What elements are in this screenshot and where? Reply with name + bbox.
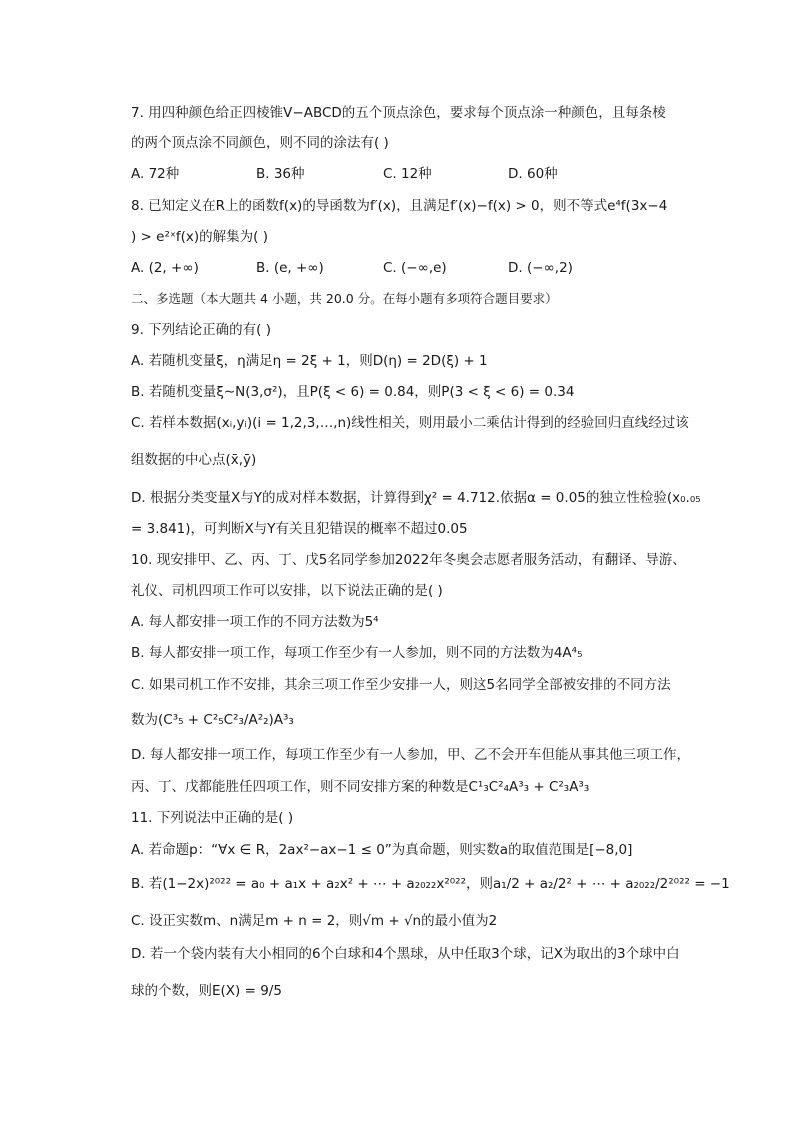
q9-option-c-line2: 组数据的中心点(x̄,ȳ) (131, 452, 257, 468)
q10-option-c-line1: C. 如果司机工作不安排，其余三项工作至少安排一人，则这5名同学全部被安排的不同方法 (131, 677, 671, 693)
q7-stem-line1: 7. 用四种颜色给正四棱锥V−ABCD的五个顶点涂色，要求每个顶点涂一种颜色，且每条棱 (131, 105, 666, 121)
q9-option-b: B. 若随机变量ξ∼N(3,σ²)，且P(ξ < 6) = 0.84，则P(3 < ξ < 6) = 0.34 (131, 384, 575, 400)
q11-option-d-line1: D. 若一个袋内装有大小相同的6个白球和4个黑球，从中任取3个球，记X为取出的3个球中白 (131, 946, 680, 962)
q10-option-d-line1: D. 每人都安排一项工作，每项工作至少有一人参加，甲、乙不会开车但能从事其他三项工作， (131, 747, 690, 763)
q9-option-d-line2: = 3.841)，可判断X与Y有关且犯错误的概率不超过0.05 (131, 521, 468, 537)
q11-option-d-line2: 球的个数，则E(X) = 9/5 (131, 983, 282, 999)
q10-stem-line2: 礼仪、司机四项工作可以安排，以下说法正确的是( ) (131, 583, 443, 599)
q10-option-c-line2: 数为(C³₅ + C²₅C²₃/A²₂)A³₃ (131, 712, 294, 728)
q11-option-c: C. 设正实数m、n满足m + n = 2，则√m + √n的最小值为2 (131, 913, 498, 929)
q7-stem-line2: 的两个顶点涂不同颜色，则不同的涂法有( ) (131, 135, 389, 151)
q8-option-b: B. (e, +∞) (256, 260, 324, 276)
q10-option-b: B. 每人都安排一项工作，每项工作至少有一人参加，则不同的方法数为4A⁴₅ (131, 645, 583, 661)
q10-option-a: A. 每人都安排一项工作的不同方法数为5⁴ (131, 614, 379, 630)
q11-stem: 11. 下列说法中正确的是( ) (131, 810, 294, 826)
q9-stem: 9. 下列结论正确的有( ) (131, 322, 271, 338)
q7-option-d: D. 60种 (508, 166, 558, 182)
q7-option-a: A. 72种 (131, 166, 180, 182)
section-heading-multiple-choice: 二、多选题（本大题共 4 小题，共 20.0 分。在每小题有多项符合题目要求） (131, 291, 558, 306)
q9-option-a: A. 若随机变量ξ，η满足η = 2ξ + 1，则D(η) = 2D(ξ) + 1 (131, 353, 488, 369)
q10-stem-line1: 10. 现安排甲、乙、丙、丁、戊5名同学参加2022年冬奥会志愿者服务活动，有翻译、导游、 (131, 552, 686, 568)
q8-option-a: A. (2, +∞) (131, 260, 199, 276)
q8-option-c: C. (−∞,e) (383, 260, 447, 276)
q7-option-b: B. 36种 (256, 166, 305, 182)
q8-stem-line1: 8. 已知定义在R上的函数f(x)的导函数为f′(x)，且满足f′(x)−f(x) > 0，则不等式e⁴f(3x−4 (131, 198, 668, 214)
q9-option-c-line1: C. 若样本数据(xᵢ,yᵢ)(i = 1,2,3,…,n)线性相关，则用最小二乘估计得到的经验回归直线经过该 (131, 415, 689, 431)
q8-stem-line2: ) > e²ˣf(x)的解集为( ) (131, 229, 268, 245)
q10-option-d-line2: 丙、丁、戊都能胜任四项工作，则不同安排方案的种数是C¹₃C²₄A³₃ + C²₃A³₃ (131, 779, 590, 795)
q9-option-d-line1: D. 根据分类变量X与Y的成对样本数据，计算得到χ² = 4.712.依据α = 0.05的独立性检验(x₀.₀₅ (131, 490, 701, 506)
q8-option-d: D. (−∞,2) (508, 260, 573, 276)
q11-option-b: B. 若(1−2x)²⁰²² = a₀ + a₁x + a₂x² + ⋯ + a₂₀₂₂x²⁰²²，则a₁/2 + a₂/2² + ⋯ + a₂₀₂₂/2²⁰²² = −1 (131, 876, 730, 892)
q11-option-a: A. 若命题p：“∀x ∈ R，2ax²−ax−1 ≤ 0”为真命题，则实数a的取值范围是[−8,0] (131, 842, 633, 858)
q7-option-c: C. 12种 (383, 166, 432, 182)
